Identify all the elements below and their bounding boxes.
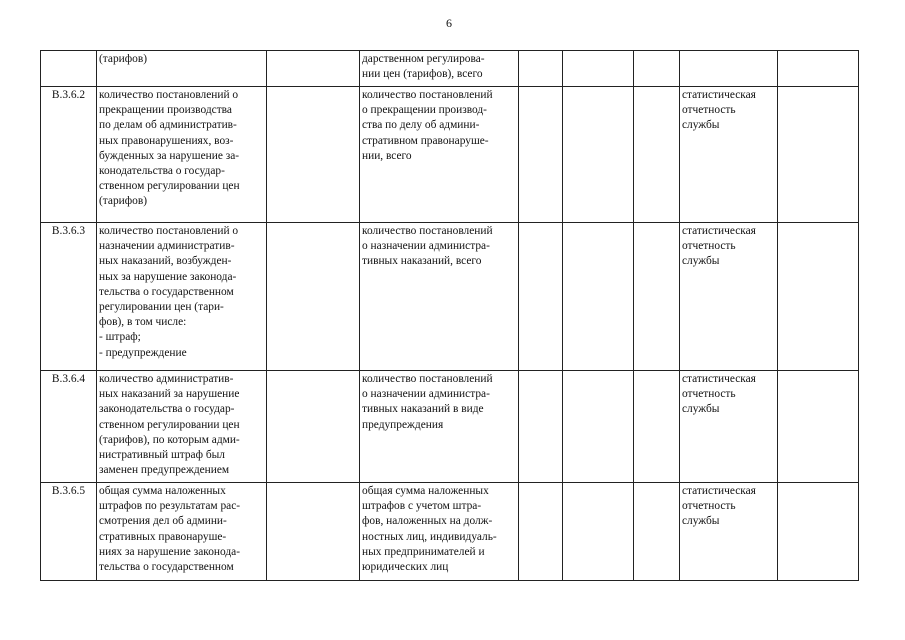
empty-cell <box>267 223 360 371</box>
source-line: статистическая <box>682 373 756 385</box>
indicator-line: штрафов с учетом штра- <box>362 500 482 513</box>
indicator-line: о назначении администра- <box>362 240 490 253</box>
row-indicator <box>360 223 519 371</box>
indicator-line: тивных наказаний, всего <box>362 255 482 268</box>
description-line: ных наказаний, возбужден- <box>99 255 232 268</box>
empty-cell <box>634 483 680 581</box>
indicator-line: о прекращении производ- <box>362 104 487 117</box>
row-source <box>680 223 778 371</box>
row-code: В.3.6.3 <box>41 223 97 371</box>
description-line: общая сумма наложенных <box>99 485 226 497</box>
indicator-line: общая сумма наложенных <box>362 485 489 497</box>
description-line: - штраф; <box>99 331 141 344</box>
description-line: бужденных за нарушение за- <box>99 149 240 162</box>
description-line: прекращении производства <box>99 104 232 117</box>
row-description <box>97 371 267 483</box>
row-indicator <box>360 87 519 223</box>
row-indicator <box>360 371 519 483</box>
description-line: регулировании цен (тари- <box>99 301 224 314</box>
row-description <box>97 223 267 371</box>
row-source <box>680 51 778 87</box>
table-row <box>41 483 859 581</box>
indicator-line: нии цен (тарифов), всего <box>362 68 483 81</box>
indicator-line: юридических лиц <box>362 561 449 574</box>
empty-cell <box>519 483 563 581</box>
row-source <box>680 371 778 483</box>
empty-cell <box>267 371 360 483</box>
empty-cell <box>519 371 563 483</box>
row-indicator <box>360 483 519 581</box>
indicators-table <box>40 50 859 581</box>
description-line: законодательства о государ- <box>99 403 235 416</box>
description-line: заменен предупреждением <box>99 464 230 477</box>
table-row <box>41 51 859 87</box>
empty-cell <box>778 223 859 371</box>
description-line: (тарифов) <box>99 195 148 208</box>
description-line: по делам об административ- <box>99 119 237 132</box>
description-line: ных наказаний за нарушение <box>99 388 240 401</box>
source-line: статистическая <box>682 485 756 497</box>
source-line: статистическая <box>682 89 756 101</box>
empty-cell <box>267 87 360 223</box>
description-line: (тарифов) <box>99 53 148 65</box>
indicator-line: ностных лиц, индивидуаль- <box>362 530 497 543</box>
row-source <box>680 483 778 581</box>
source-line: отчетность <box>682 388 736 401</box>
empty-cell <box>267 483 360 581</box>
empty-cell <box>778 483 859 581</box>
indicator-line: количество постановлений <box>362 225 493 237</box>
description-line: количество административ- <box>99 373 234 385</box>
description-line: (тарифов), по которым адми- <box>99 433 240 446</box>
description-line: нистративный штраф был <box>99 449 225 462</box>
description-line: ниях за нарушение законода- <box>99 545 241 558</box>
row-code: В.3.6.5 <box>41 483 97 581</box>
empty-cell <box>267 51 360 87</box>
row-indicator <box>360 51 519 87</box>
empty-cell <box>563 371 634 483</box>
source-line: службы <box>682 255 720 268</box>
table-row <box>41 371 859 483</box>
source-line: отчетность <box>682 500 736 513</box>
source-line: статистическая <box>682 225 756 237</box>
description-line: количество постановлений о <box>99 89 239 101</box>
source-line: отчетность <box>682 104 736 117</box>
empty-cell <box>563 223 634 371</box>
empty-cell <box>634 223 680 371</box>
description-line: смотрения дел об админи- <box>99 515 227 528</box>
description-line: ственном регулировании цен <box>99 180 240 193</box>
indicator-line: о назначении администра- <box>362 388 490 401</box>
indicator-line: стративном правонаруше- <box>362 134 489 147</box>
source-line: службы <box>682 119 720 132</box>
description-line: конодательства о государ- <box>99 165 225 178</box>
row-code: В.3.6.2 <box>41 87 97 223</box>
empty-cell <box>778 87 859 223</box>
table-row <box>41 87 859 223</box>
indicator-line: количество постановлений <box>362 373 493 385</box>
description-line: назначении административ- <box>99 240 235 253</box>
indicator-line: количество постановлений <box>362 89 493 101</box>
empty-cell <box>778 371 859 483</box>
row-source <box>680 87 778 223</box>
indicator-line: фов, наложенных на долж- <box>362 515 493 528</box>
description-line: ственном регулировании цен <box>99 418 240 431</box>
source-line: службы <box>682 515 720 528</box>
empty-cell <box>563 51 634 87</box>
description-line: штрафов по результатам рас- <box>99 500 241 513</box>
row-description <box>97 51 267 87</box>
description-line: ных за нарушение законода- <box>99 270 237 283</box>
indicator-line: тивных наказаний в виде <box>362 403 484 416</box>
indicator-line: нии, всего <box>362 149 412 162</box>
row-description <box>97 87 267 223</box>
description-line: фов), в том числе: <box>99 316 187 329</box>
empty-cell <box>563 483 634 581</box>
empty-cell <box>634 87 680 223</box>
empty-cell <box>519 87 563 223</box>
empty-cell <box>778 51 859 87</box>
indicator-line: предупреждения <box>362 418 444 431</box>
description-line: тельства о государственном <box>99 285 234 298</box>
page-number: 6 <box>446 16 452 30</box>
source-line: отчетность <box>682 240 736 253</box>
description-line: - предупреждение <box>99 346 187 359</box>
description-line: количество постановлений о <box>99 225 239 237</box>
empty-cell <box>634 371 680 483</box>
table-row <box>41 223 859 371</box>
empty-cell <box>563 87 634 223</box>
indicator-line: ства по делу об админи- <box>362 119 480 132</box>
description-line: ных правонарушениях, воз- <box>99 134 234 147</box>
row-code: В.3.6.4 <box>41 371 97 483</box>
indicator-line: дарственном регулирова- <box>362 53 485 65</box>
row-description <box>97 483 267 581</box>
empty-cell <box>519 223 563 371</box>
empty-cell <box>634 51 680 87</box>
description-line: тельства о государственном <box>99 561 234 574</box>
source-line: службы <box>682 403 720 416</box>
indicator-line: ных предпринимателей и <box>362 545 485 558</box>
description-line: стративных правонаруше- <box>99 530 227 543</box>
row-code <box>41 51 97 87</box>
empty-cell <box>519 51 563 87</box>
